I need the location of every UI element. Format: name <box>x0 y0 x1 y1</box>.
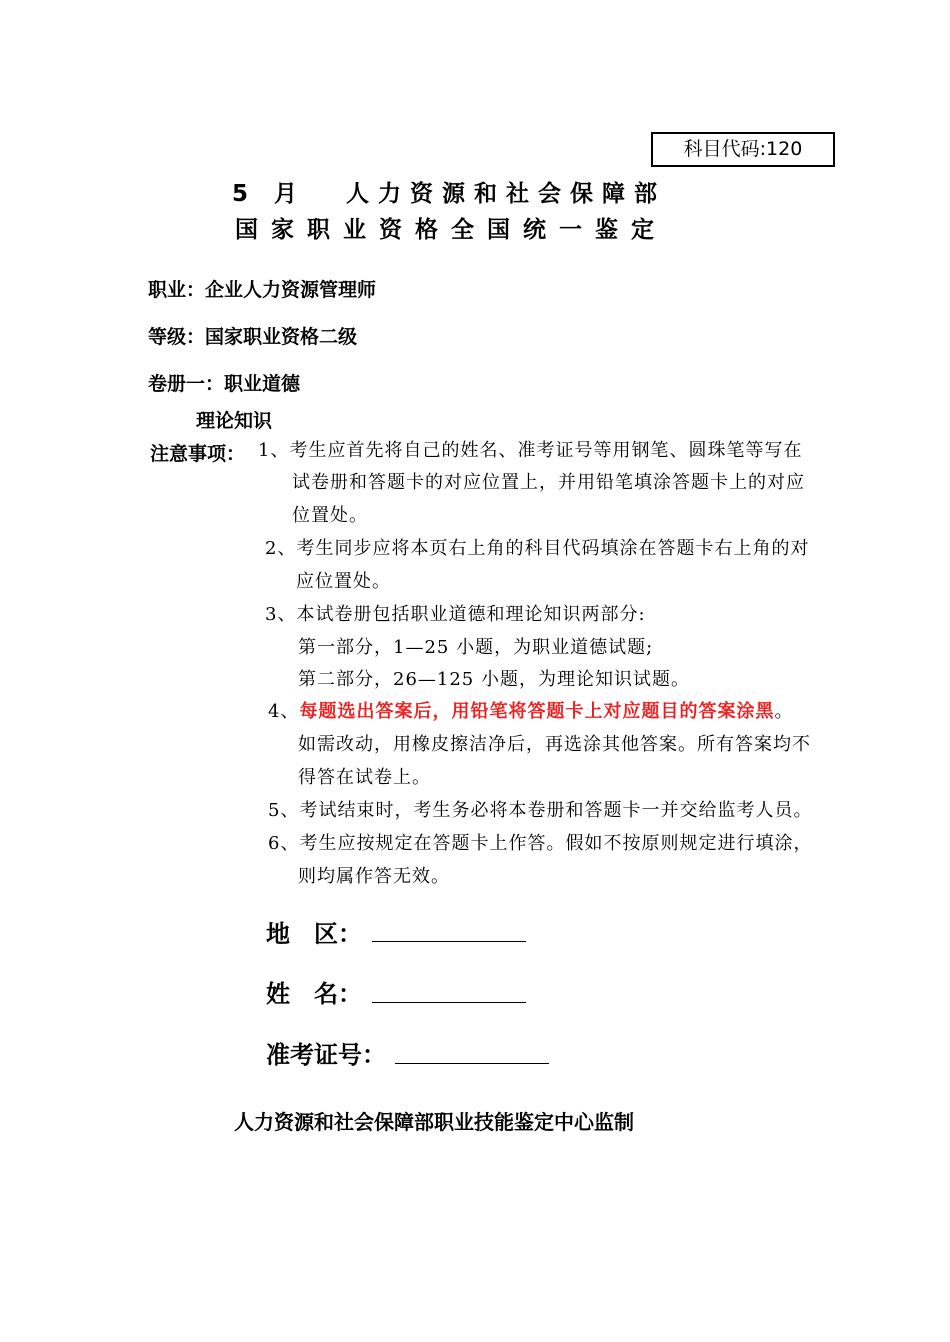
subject-code: 科目代码:120 <box>683 138 803 160</box>
notice-item-6-line-2: 则均属作答无效。 <box>298 866 450 887</box>
notice-item-4-period: 。 <box>774 701 794 722</box>
notice-item-3-line-1: 3、本试卷册包括职业道德和理论知识两部分: <box>265 604 646 625</box>
volume-field: 卷册一：职业道德 <box>148 373 301 395</box>
notice-item-3-line-3: 第二部分，26—125 小题，为理论知识试题。 <box>298 669 690 690</box>
notice-item-4-emphasis: 每题选出答案后，用铅笔将答题卡上对应题目的答案涂黑 <box>299 701 775 722</box>
title-month: 5 月 <box>232 181 307 207</box>
notice-item-1-line-2: 试卷册和答题卡的对应位置上，并用铅笔填涂答题卡上的对应 <box>292 472 805 493</box>
notice-item-4-line-2: 如需改动，用橡皮擦洁净后，再选涂其他答案。所有答案均不 <box>298 734 811 755</box>
footer-supervision: 人力资源和社会保障部职业技能鉴定中心监制 <box>234 1110 634 1134</box>
title-line-2: 国家职业资格全国统一鉴定 <box>235 217 667 243</box>
name-label: 姓 名： <box>266 980 362 1008</box>
volume-subtitle: 理论知识 <box>196 410 273 432</box>
level-field: 等级：国家职业资格二级 <box>148 326 358 348</box>
notice-item-2-line-1: 2、考生同步应将本页右上角的科目代码填涂在答题卡右上角的对 <box>265 538 810 559</box>
ticket-number-input-line[interactable] <box>395 1063 549 1064</box>
occupation-field: 职业：企业人力资源管理师 <box>148 279 377 301</box>
region-label: 地 区： <box>266 920 362 948</box>
region-input-line[interactable] <box>372 941 526 942</box>
notice-label: 注意事项： <box>150 443 246 465</box>
notice-item-6-line-1: 6、考生应按规定在答题卡上作答。假如不按原则规定进行填涂， <box>268 833 813 854</box>
notice-item-3-line-2: 第一部分，1—25 小题，为职业道德试题; <box>298 637 654 658</box>
ticket-number-label: 准考证号： <box>266 1041 386 1069</box>
name-input-line[interactable] <box>372 1002 526 1003</box>
notice-item-1-line-1: 1、考生应首先将自己的姓名、准考证号等用钢笔、圆珠笔等写在 <box>258 440 803 461</box>
title-line-1 <box>232 175 666 208</box>
notice-item-4-number: 4、 <box>268 701 300 722</box>
notice-item-1-line-3: 位置处。 <box>292 505 368 526</box>
title-org: 人力资源和社会保障部 <box>346 181 667 207</box>
notice-item-4-line-1 <box>268 694 793 730</box>
notice-item-5-line-1: 5、考试结束时，考生务必将本卷册和答题卡一并交给监考人员。 <box>268 800 813 821</box>
notice-item-2-line-2: 应位置处。 <box>296 571 391 592</box>
notice-item-4-line-3: 得答在试卷上。 <box>298 767 431 788</box>
subject-code-box <box>651 132 835 167</box>
